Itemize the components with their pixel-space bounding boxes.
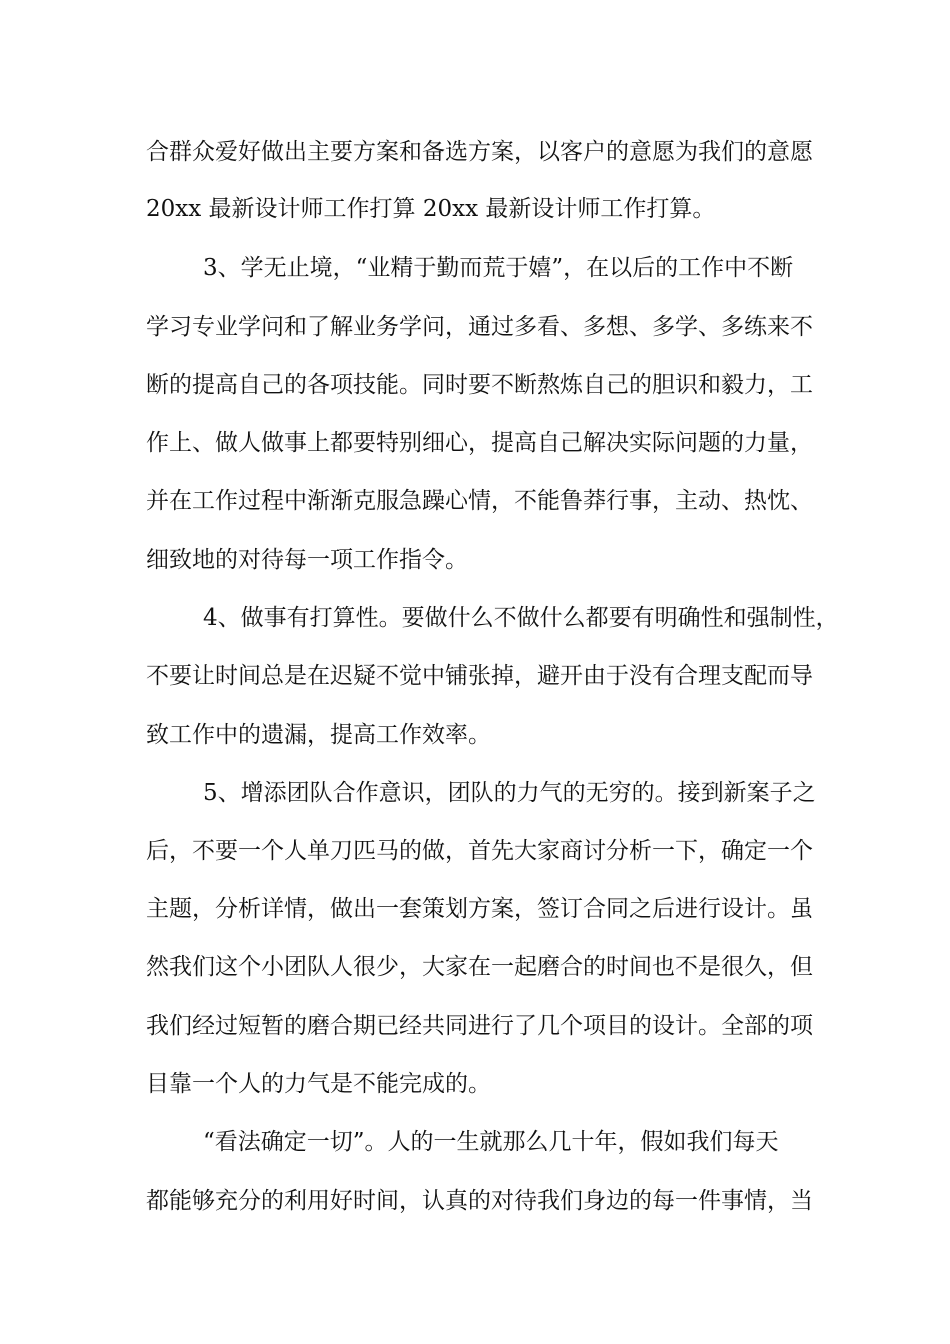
paragraph-3-start: 3、学无止境，“业精于勤而荒于嬉”，在以后的工作中不断 <box>203 255 794 281</box>
text-line: 后，不要一个人单刀匹马的做，首先大家商讨分析一下，确定一个 <box>146 838 813 864</box>
text-line: 20xx 最新设计师工作打算 20xx 最新设计师工作打算。 <box>146 196 716 222</box>
text-line: 都能够充分的利用好时间，认真的对待我们身边的每一件事情，当 <box>146 1188 813 1214</box>
text-line: 目靠一个人的力气是不能完成的。 <box>146 1071 491 1097</box>
text-line: 断的提高自己的各项技能。同时要不断熬炼自己的胆识和毅力，工 <box>146 372 813 398</box>
text-line: 细致地的对待每一项工作指令。 <box>146 547 468 573</box>
paragraph-5-start: 5、增添团队合作意识，团队的力气的无穷的。接到新案子之 <box>203 780 816 806</box>
text-line: 致工作中的遗漏，提高工作效率。 <box>146 722 491 748</box>
text-line: 主题，分析详情，做出一套策划方案，签订合同之后进行设计。虽 <box>146 896 813 922</box>
text-line: 不要让时间总是在迟疑不觉中铺张掉，避开由于没有合理支配而导 <box>146 663 813 689</box>
text-line: 学习专业学问和了解业务学问，通过多看、多想、多学、多练来不 <box>146 314 813 340</box>
text-line: 并在工作过程中渐渐克服急躁心情，不能鲁莽行事，主动、热忱、 <box>146 488 813 514</box>
text-line: 然我们这个小团队人很少，大家在一起磨合的时间也不是很久，但 <box>146 954 813 980</box>
text-line: 合群众爱好做出主要方案和备选方案，以客户的意愿为我们的意愿 <box>146 139 813 165</box>
text-line: 我们经过短暂的磨合期已经共同进行了几个项目的设计。全部的项 <box>146 1013 813 1039</box>
paragraph-6-start: “看法确定一切”。人的一生就那么几十年，假如我们每天 <box>203 1129 779 1155</box>
text-line: 作上、做人做事上都要特别细心，提高自己解决实际问题的力量， <box>146 430 813 456</box>
paragraph-4-start: 4、做事有打算性。要做什么不做什么都要有明确性和强制性， <box>203 605 839 631</box>
